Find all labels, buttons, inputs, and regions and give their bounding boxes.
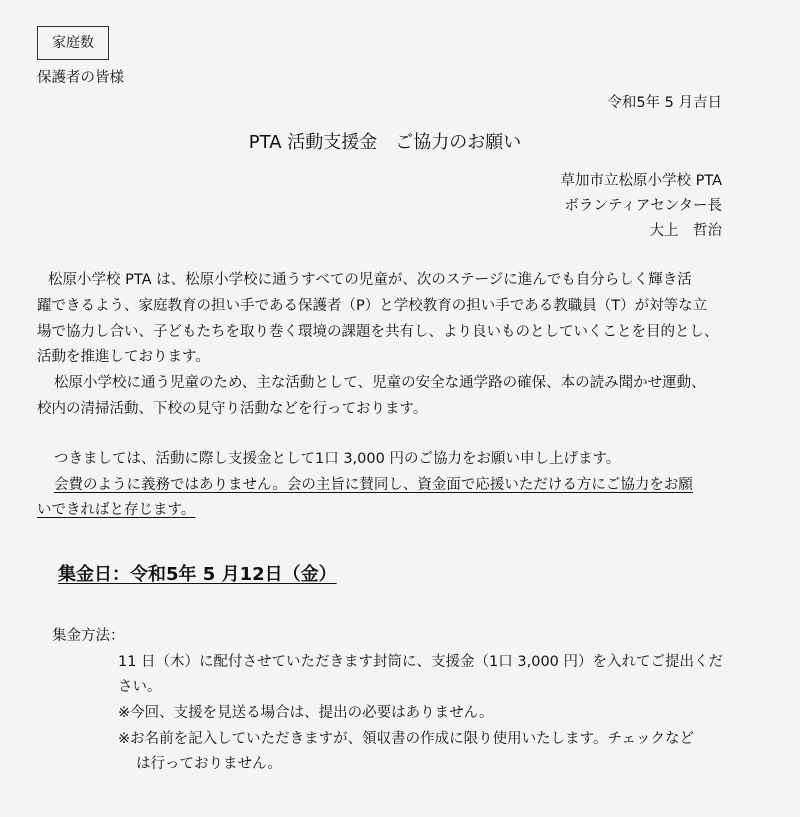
- body-line: 松原小学校 PTA は、松原小学校に通うすべての児童が、次のステージに進んでも自分らしく輝き活: [48, 272, 692, 288]
- sender-role: ボランティアセンター長: [564, 198, 722, 214]
- document-title: PTA 活動支援金 ご協力のお願い: [248, 132, 522, 153]
- body-line: 活動を推進しております。: [37, 349, 210, 365]
- date: 令和5年 5 月吉日: [607, 95, 722, 111]
- household-count-box: 家庭数: [37, 26, 109, 60]
- voluntary-line: 会費のように義務ではありません。会の主旨に賛同し、資金面で応援いただける方にご協力をお願: [54, 477, 693, 493]
- collection-date: 集金日：令和5年 5 月12日（金）: [58, 564, 337, 585]
- body-line: 校内の清掃活動、下校の見守り活動などを行っております。: [37, 401, 428, 417]
- request-line: つきましては、活動に際し支援金として1口 3,000 円のご協力をお願い申し上げます。: [54, 451, 621, 467]
- body-line: 躍できるよう、家庭教育の担い手である保護者（P）と学校教育の担い手である教職員（T）が対等な立: [37, 298, 708, 314]
- salutation: 保護者の皆様: [37, 70, 124, 86]
- method-line: さい。: [118, 679, 162, 695]
- method-note: ※お名前を記入していただきますが、領収書の作成に限り使用いたします。チェックなど: [118, 731, 695, 747]
- method-line: 11 日（木）に配付させていただきます封筒に、支援金（1口 3,000 円）を入れてご提出くだ: [118, 654, 724, 670]
- body-line: 場で協力し合い、子どもたちを取り巻く環境の課題を共有し、より良いものとしていくことを目的とし、: [37, 324, 719, 340]
- sender-name: 大上 哲治: [649, 223, 722, 239]
- method-label: 集金方法：: [52, 628, 125, 644]
- sender-org: 草加市立松原小学校 PTA: [560, 173, 722, 189]
- voluntary-line: いできればと存じます。: [37, 502, 196, 518]
- method-note: ※今回、支援を見送る場合は、提出の必要はありません。: [118, 705, 494, 721]
- body-line: 松原小学校に通う児童のため、主な活動として、児童の安全な通学路の確保、本の読み聞かせ運動、: [54, 375, 706, 391]
- method-note: は行っておりません。: [136, 756, 282, 772]
